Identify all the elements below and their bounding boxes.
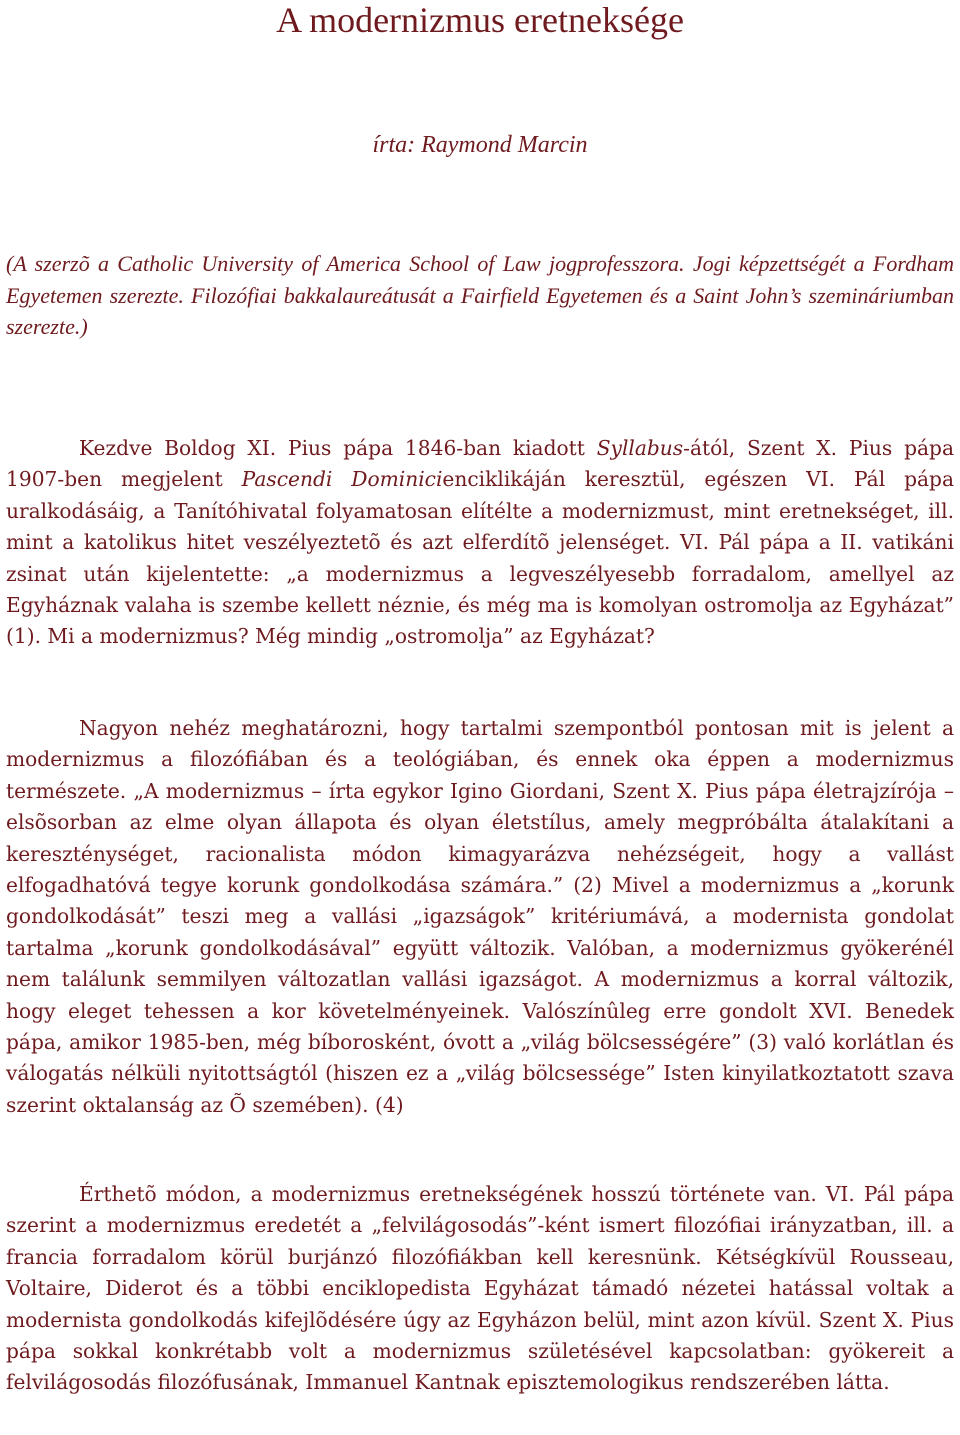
author-line: írta: Raymond Marcin — [372, 132, 588, 158]
paragraph-1-text-b: -ától, Szent X. Pius pápa 1907-ben megjelent — [6, 436, 954, 492]
paragraph-3-text: Érthetõ módon, a modernizmus eretnekségének hosszú története van. VI. Pál pápa szerint a modernizmus eredetét a „felvilágosodás”-ként ismert filozófiai irányzatban, ill. a francia forradalom körül burjánzó filozófiákban kell keresnünk. Kétségkívül Rousseau, Voltaire, Diderot és a többi enciklopedista Egyházat támadó nézetei hatással voltak a modernista gondolkodás kifejlõdésére úgy az Egyházon belül, mint azon kívül. Szent X. Pius pápa sokkal konkrétabb volt a modernizmus születésével kapcsolatban: gyökereit a felvilágosodás filozófusának, Immanuel Kantnak episztemologikus rendszerében látta. — [6, 1182, 954, 1395]
author-bio: (A szerzõ a Catholic University of America School of Law jogprofesszora. Jogi képzettségét a Fordham Egyetemen szerezte. Filozófiai bakkalaureátusát a Fairfield Egyetemen és a Saint John’s szemináriumban szerezte.) — [6, 251, 954, 339]
paragraph-1-text-a: Kezdve Boldog XI. Pius pápa 1846-ban kiadott — [79, 436, 597, 460]
paragraph-1-text-c: enciklikáján keresztül, egészen VI. Pál pápa uralkodásáig, a Tanítóhivatal folyamatosan elítélte a modernizmust, mint eretnekséget, ill. mint a katolikus hitet veszélyeztetõ és azt elferdítõ jelenséget. VI. Pál pápa a II. vatikáni zsinat után kijelentette: „a modernizmus a legveszélyesebb forradalom, amellyel az Egyháznak valaha is szembe kellett néznie, és még ma is komolyan ostromolja az Egyházat” (1). Mi a modernizmus? Még mindig „ostromolja” az Egyházat? — [6, 467, 954, 649]
paragraph-3 — [6, 1179, 954, 1399]
paragraph-2-text: Nagyon nehéz meghatározni, hogy tartalmi szempontból pontosan mit is jelent a modernizmus a filozófiában és a teológiában, és ennek oka éppen a modernizmus természete. „A modernizmus – írta egykor Igino Giordani, Szent X. Pius pápa életrajzírója – elsõsorban az elme olyan állapota és olyan életstílus, amely megpróbálta átalakítani a kereszténységet, racionalista módon kimagyarázva nehézségeit, hogy a vallást elfogadhatóvá tegye korunk gondolkodása számára.” (2) Mivel a modernizmus a „korunk gondolkodását” teszi meg a vallási „igazságok” kritériumává, a modernista gondolat tartalma „korunk gondolkodásával” együtt változik. Valóban, a modernizmus gyökerénél nem találunk semmilyen változatlan vallási igazságot. A modernizmus a korral változik, hogy eleget tehessen a kor követelményeinek. Valószínûleg erre gondolt XVI. Benedek pápa, amikor 1985-ben, még bíborosként, óvott a „világ bölcsességére” (3) való korlátlan és válogatás nélküli nyitottságtól (hiszen ez a „világ bölcsessége” Isten kinyilatkoztatott szava szerint oktalanság az Õ szemében). (4) — [6, 716, 954, 1117]
paragraph-1 — [6, 433, 954, 653]
syllabus-title: Syllabus — [596, 436, 684, 460]
pascendi-title: Pascendi Dominici — [241, 467, 443, 492]
paragraph-2 — [6, 713, 954, 1121]
document-title: A modernizmus eretneksége — [276, 0, 684, 40]
